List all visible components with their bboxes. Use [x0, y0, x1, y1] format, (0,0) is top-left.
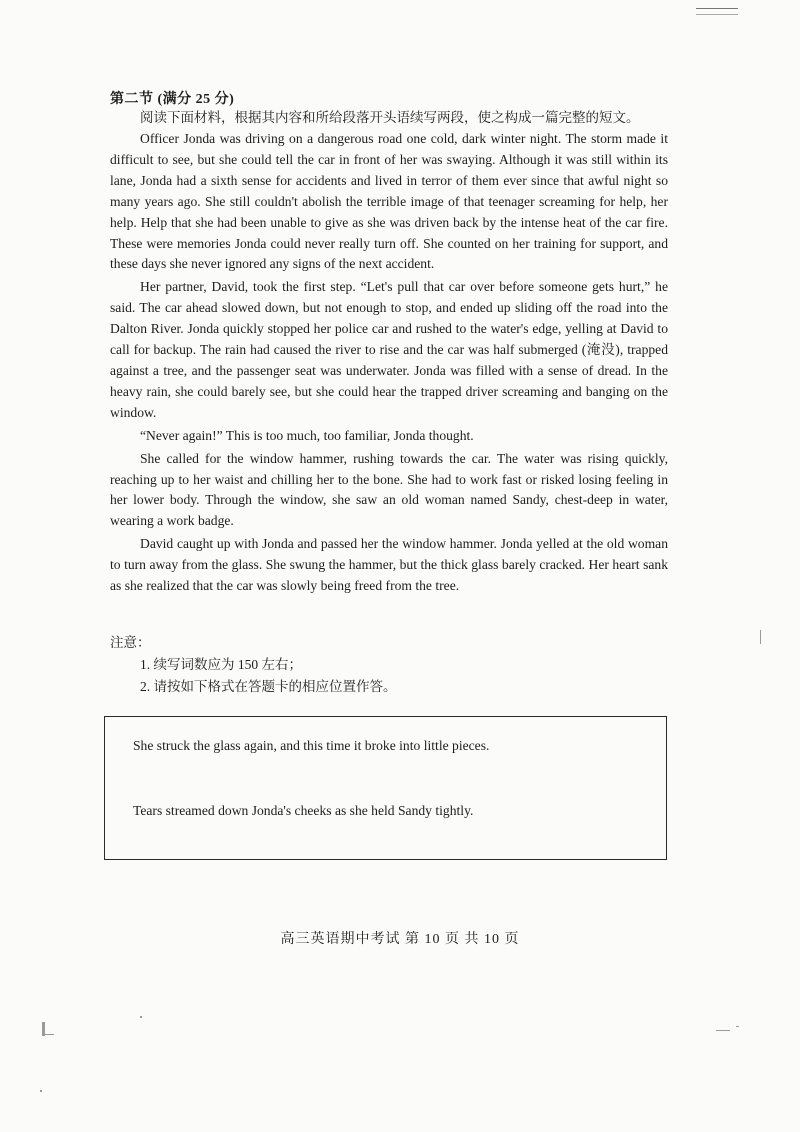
answer-format-box [104, 716, 667, 860]
reading-passage [110, 129, 668, 599]
scan-speck [736, 1026, 739, 1027]
scan-mark [696, 14, 738, 15]
notes-list [140, 654, 640, 698]
scan-speck [760, 630, 761, 644]
note-item: 1. 续写词数应为 150 左右； [140, 657, 302, 672]
scan-speck [44, 1034, 54, 1035]
scan-speck [140, 1016, 142, 1018]
passage-paragraph-5: David caught up with Jonda and passed her the window hammer. Jonda yelled at the old woman to turn away from the glass. She swung the hammer, but the thick glass barely cracked. Her heart sank as she realized that the car was slowly being freed from the tree. [110, 536, 668, 594]
section-instruction: 阅读下面材料，根据其内容和所给段落开头语续写两段，使之构成一篇完整的短文。 [140, 110, 640, 125]
passage-paragraph-1: Officer Jonda was driving on a dangerous road one cold, dark winter night. The storm made it difficult to see, but she could tell the car in front of her was swaying. Although it was still within its lane, Jonda had a sixth sense for accidents and lived in terror of them ever since that awful night so many years ago. She still couldn't abolish the terrible image of that teenager screaming for help, her help. Help that she had been unable to give as she was driven back by the intense heat of the car fire. These were memories Jonda could never really turn off. She counted on her training for support, and these days she never ignored any signs of the next accident. [110, 131, 668, 272]
passage-paragraph-4: She called for the window hammer, rushing towards the car. The water was rising quickly, reaching up to her waist and chilling her to the bone. She had to work fast or risked losing feeling in her lower body. Through the window, she saw an old woman named Sandy, chest-deep in water, wearing a work badge. [110, 450, 668, 529]
notes-title: 注意： [110, 635, 151, 650]
scan-speck [40, 1090, 42, 1092]
passage-paragraph-2: Her partner, David, took the first step. “Let's pull that car over before someone gets hurt,” he said. The car ahead slowed down, but not enough to stop, and ended up sliding off the road into the Dalton River. Jonda quickly stopped her police car and rushed to the water's edge, yelling at David to call for backup. The rain had caused the river to rise and the car was half submerged (淹没), trapped against a tree, and the passenger seat was underwater. Jonda was filled with a sense of dread. In the heavy rain, she could barely see, but she could hear the trapped driver screaming and banging on the window. [110, 279, 668, 420]
paragraph-starter-2: Tears streamed down Jonda's cheeks as she held Sandy tightly. [133, 803, 474, 818]
paragraph-starter-1: She struck the glass again, and this time it broke into little pieces. [133, 738, 490, 753]
scan-mark [696, 8, 738, 9]
section-title: 第二节 (满分 25 分) [110, 92, 235, 107]
scan-speck [716, 1030, 730, 1031]
page-footer: 高三英语期中考试 第 10 页 共 10 页 [280, 932, 520, 947]
passage-paragraph-3: “Never again!” This is too much, too familiar, Jonda thought. [140, 427, 474, 443]
note-item: 2. 请按如下格式在答题卡的相应位置作答。 [140, 679, 397, 694]
